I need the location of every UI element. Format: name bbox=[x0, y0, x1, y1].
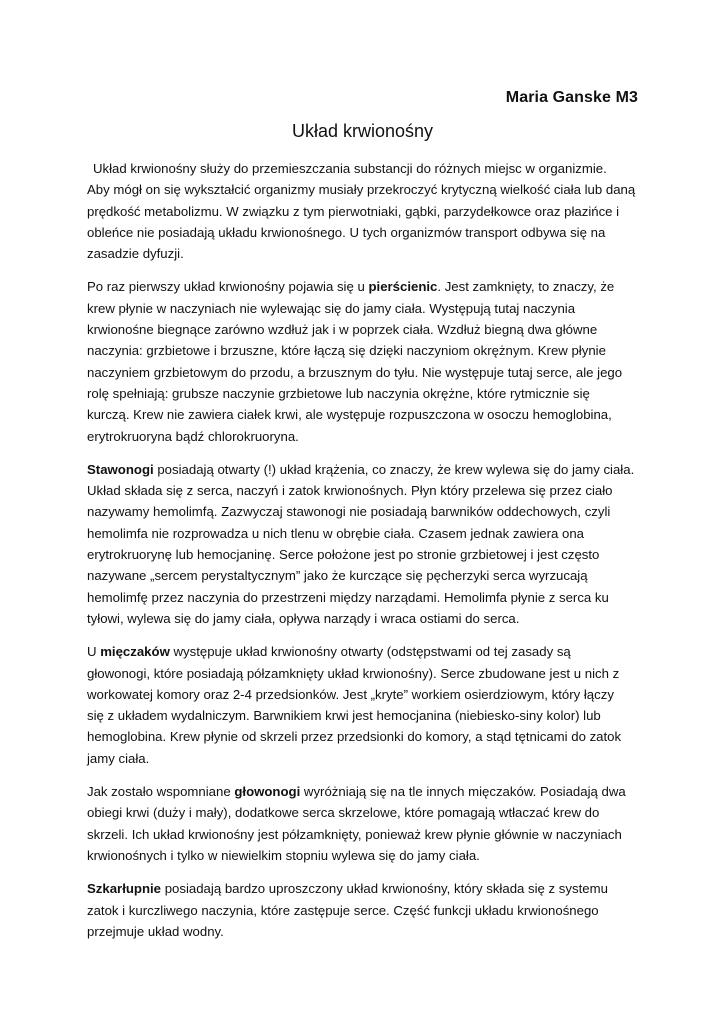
text-run: Po raz pierwszy układ krwionośny pojawia się u bbox=[87, 279, 369, 295]
text-run: hemolimfa nie rozprowadza u nich tlenu w obrębie ciała. Czasem jednak zawiera ona bbox=[87, 525, 584, 541]
text-line bbox=[87, 523, 647, 544]
text-run: obiegi krwi (duży i mały), dodatkowe serca skrzelowe, które pomagają wtłaczać krew do bbox=[87, 805, 600, 821]
text-run: prędkość metabolizmu. W związku z tym pierwotniaki, gąbki, parzydełkowce oraz płazińce i bbox=[87, 203, 620, 219]
text-run: hemolimfę przez naczynia do przestrzeni między narządami. Hemolimfa płynie z serca ku bbox=[87, 589, 609, 605]
text-line bbox=[87, 319, 647, 340]
text-line bbox=[87, 684, 647, 705]
text-run: naczynia: grzbietowe i brzuszne, które łączą się dzięki naczyniom okrężnym. Krew płynie bbox=[87, 343, 606, 359]
text-line bbox=[87, 544, 647, 565]
text-line bbox=[87, 565, 647, 586]
text-run: krew płynie w naczyniach nie wylewając się do jamy ciała. Występują tutaj naczynia bbox=[87, 300, 576, 316]
bold-term: Stawonogi bbox=[87, 461, 154, 477]
text-run: się z układem wydalniczym. Barwnikiem krwi jest hemocjanina (niebiesko-siny kolor) lub bbox=[87, 708, 601, 724]
text-line bbox=[87, 900, 647, 921]
text-run: skrzeli. Ich układ krwionośny jest półzamknięty, ponieważ krew płynie głównie w naczyniach bbox=[87, 826, 622, 842]
text-line bbox=[87, 179, 647, 200]
text-run: głowonogi, które posiadają półzamknięty układ krwionośny). Serce zbudowane jest u nich z bbox=[87, 665, 620, 681]
text-run: hemoglobina. Krew płynie od skrzeli przez przedsionki do komory, a stąd tętnicami do zatok bbox=[87, 729, 622, 745]
text-line bbox=[87, 726, 647, 747]
paragraph bbox=[87, 878, 647, 942]
text-line bbox=[87, 276, 647, 297]
text-run: nazywane „sercem perystaltycznym” jako że kurczące się pęcherzyki serca wyrzucają bbox=[87, 568, 588, 584]
text-run: erytrokruoryna bądź chlorokruoryna. bbox=[87, 428, 299, 444]
text-run: występuje układ krwionośny otwarty (odstępstwami od tej zasady są bbox=[169, 644, 571, 660]
text-line bbox=[87, 480, 647, 501]
text-run: Układ składa się z serca, naczyń i zatok krwionośnych. Płyn który przelewa się przez ciało bbox=[87, 483, 613, 499]
text-line bbox=[87, 748, 647, 769]
paragraph bbox=[87, 276, 647, 446]
bold-term: mięczaków bbox=[100, 644, 170, 660]
text-line bbox=[87, 921, 647, 942]
bold-term: głowonogi bbox=[234, 784, 301, 800]
text-run: workowatej komory oraz 2-4 przedsionków. Jest „kryte” workiem osierdziowym, który łączy bbox=[87, 686, 614, 702]
text-line bbox=[87, 222, 647, 243]
paragraph bbox=[87, 641, 647, 769]
text-run: rolę spełniają: grubsze naczynie grzbietowe lub naczynia okrężne, które rytmicznie się bbox=[87, 385, 590, 401]
paragraph bbox=[87, 459, 647, 629]
paragraph bbox=[87, 781, 647, 866]
text-line bbox=[87, 641, 647, 662]
bold-term: pierścienic bbox=[368, 279, 438, 295]
text-run: jamy ciała. bbox=[87, 750, 150, 766]
text-line bbox=[87, 404, 647, 425]
author-name: Maria Ganske M3 bbox=[505, 89, 638, 106]
text-run: krwionośnych i tylko w niewielkim stopniu wylewa się do jamy ciała. bbox=[87, 847, 480, 863]
text-line bbox=[87, 340, 647, 361]
text-run: zasadzie dyfuzji. bbox=[87, 246, 184, 262]
text-line bbox=[87, 501, 647, 522]
text-line bbox=[87, 845, 647, 866]
document-body bbox=[87, 158, 647, 954]
text-run: U bbox=[87, 644, 101, 660]
text-line bbox=[87, 362, 647, 383]
text-run: krwionośne biegnące zarówno wzdłuż jak i w poprzek ciała. Wzdłuż biegną dwa główne bbox=[87, 322, 598, 338]
text-run: nazywamy hemolimfą. Zazwyczaj stawonogi nie posiadają barwników oddechowych, czyli bbox=[87, 504, 611, 520]
text-run: Układ krwionośny służy do przemieszczania substancji do różnych miejsc w organizmie. bbox=[93, 161, 607, 176]
text-line bbox=[87, 824, 647, 845]
text-line bbox=[87, 781, 647, 802]
text-run: obleńce nie posiadają układu krwionośnego. U tych organizmów transport odbywa się na bbox=[87, 224, 606, 240]
text-line bbox=[87, 298, 647, 319]
text-line bbox=[87, 608, 647, 629]
text-run: . Jest zamknięty, to znaczy, że bbox=[437, 279, 615, 295]
text-line bbox=[87, 201, 647, 222]
text-run: erytrokruorynę lub hemocjaninę. Serce położone jest po stronie grzbietowej i jest często bbox=[87, 547, 600, 563]
text-line bbox=[87, 802, 647, 823]
paragraph bbox=[87, 158, 647, 264]
text-run: przejmuje układ wodny. bbox=[87, 923, 224, 939]
text-run: Aby mógł on się wykształcić organizmy musiały przekroczyć krytyczną wielkość ciała lub daną bbox=[87, 182, 636, 198]
text-line bbox=[87, 459, 647, 480]
document-title: Układ krwionośny bbox=[291, 121, 434, 141]
text-line bbox=[87, 587, 647, 608]
text-run: posiadają otwarty (!) układ krążenia, co znaczy, że krew wylewa się do jamy ciała. bbox=[153, 461, 635, 477]
text-line bbox=[87, 663, 647, 684]
text-run: kurczą. Krew nie zawiera ciałek krwi, ale występuje rozpuszczona w osoczu hemoglobina, bbox=[87, 407, 612, 423]
text-run: posiadają bardzo uproszczony układ krwionośny, który składa się z systemu bbox=[161, 881, 608, 897]
text-line bbox=[87, 243, 647, 264]
text-line bbox=[87, 426, 647, 447]
text-run: wyróżniają się na tle innych mięczaków. Posiadają dwa bbox=[300, 784, 626, 800]
text-line bbox=[87, 383, 647, 404]
text-line bbox=[87, 158, 647, 179]
text-line bbox=[87, 878, 647, 899]
text-run: Jak zostało wspomniane bbox=[87, 784, 235, 800]
text-run: zatok i kurczliwego naczynia, które zastępuje serce. Część funkcji układu krwionośnego bbox=[87, 902, 599, 918]
text-line bbox=[87, 705, 647, 726]
text-run: naczyniem grzbietowym do przodu, a brzusznym do tyłu. Nie występuje tutaj serce, ale jego bbox=[87, 364, 623, 380]
bold-term: Szkarłupnie bbox=[87, 881, 162, 897]
text-run: tyłowi, wylewa się do jamy ciała, opływa narządy i wraca ostiami do serca. bbox=[87, 610, 520, 626]
